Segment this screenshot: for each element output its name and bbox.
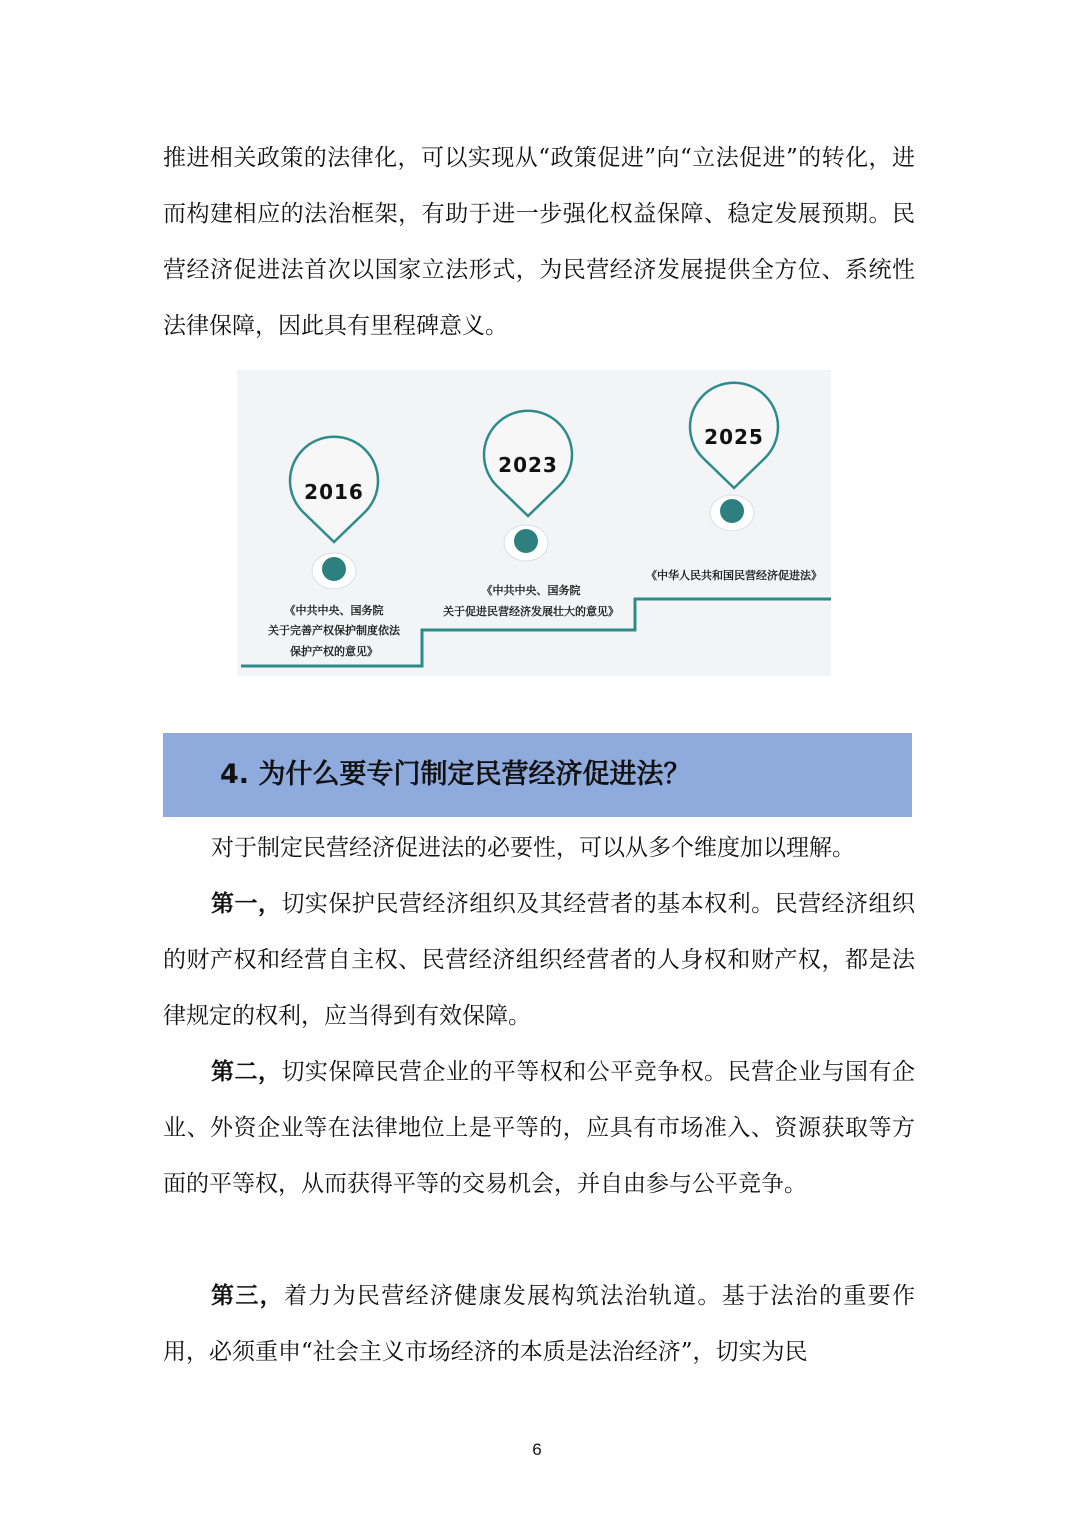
point-body: 切实保障民营企业的平等权和公平竞争权。民营企业与国有企业、外资企业等在法律地位上是平等的，应具有市场准入、资源获取等方面的平等权，从而获得平等的交易机会，并自由参与公平竞争。: [163, 1059, 916, 1197]
milestone-2023: [443, 411, 619, 618]
timeline-figure: [237, 370, 831, 676]
paragraph-policy-legalization: 推进相关政策的法律化，可以实现从“政策促进”向“立法促进”的转化，进而构建相应的法治框架，有助于进一步强化权益保障、稳定发展预期。民营经济促进法首次以国家立法形式，为民营经济发展提供全方位、系统性法律保障，因此具有里程碑意义。: [163, 145, 915, 339]
milestone-2025: [646, 383, 822, 582]
paragraph-second-point: [163, 1044, 915, 1212]
point-lead: 第一，: [211, 890, 282, 917]
milestone-year: 2016: [304, 480, 364, 504]
milestone-label-line: 保护产权的意见》: [290, 645, 378, 658]
point-lead: 第二，: [211, 1058, 282, 1085]
milestone-label-line: 《中共中央、国务院: [481, 584, 581, 597]
milestone-label-line: 《中华人民共和国民营经济促进法》: [646, 569, 822, 582]
milestone-year: 2023: [498, 453, 558, 477]
milestone-label-line: 关于促进民营经济发展壮大的意见》: [443, 605, 619, 618]
section-heading-bar: [163, 733, 912, 817]
milestone-2016: [268, 437, 401, 658]
milestone-label-line: 《中共中央、国务院: [284, 604, 384, 617]
point-body: 着力为民营经济健康发展构筑法治轨道。基于法治的重要作用，必须重申“社会主义市场经济的本质是法治经济”，切实为民: [163, 1283, 916, 1365]
paragraph-first-point: [163, 876, 915, 1044]
page-number: 6: [532, 1440, 542, 1459]
milestone-dot: [322, 557, 346, 581]
timeline-svg: [237, 370, 831, 676]
point-body: 切实保护民营经济组织及其经营者的基本权利。民营经济组织的财产权和经营自主权、民营经济组织经营者的人身权和财产权，都是法律规定的权利，应当得到有效保障。: [163, 891, 916, 1029]
milestone-year: 2025: [704, 425, 764, 449]
milestone-dot: [514, 529, 538, 553]
point-lead: 第三，: [211, 1282, 284, 1309]
milestone-dot: [720, 499, 744, 523]
section-heading: 4. 为什么要专门制定民营经济促进法？: [220, 759, 691, 790]
paragraph-third-point: [163, 1268, 915, 1380]
paragraph-intro: 对于制定民营经济促进法的必要性，可以从多个维度加以理解。: [211, 835, 855, 861]
milestone-label-line: 关于完善产权保护制度依法: [268, 624, 400, 637]
